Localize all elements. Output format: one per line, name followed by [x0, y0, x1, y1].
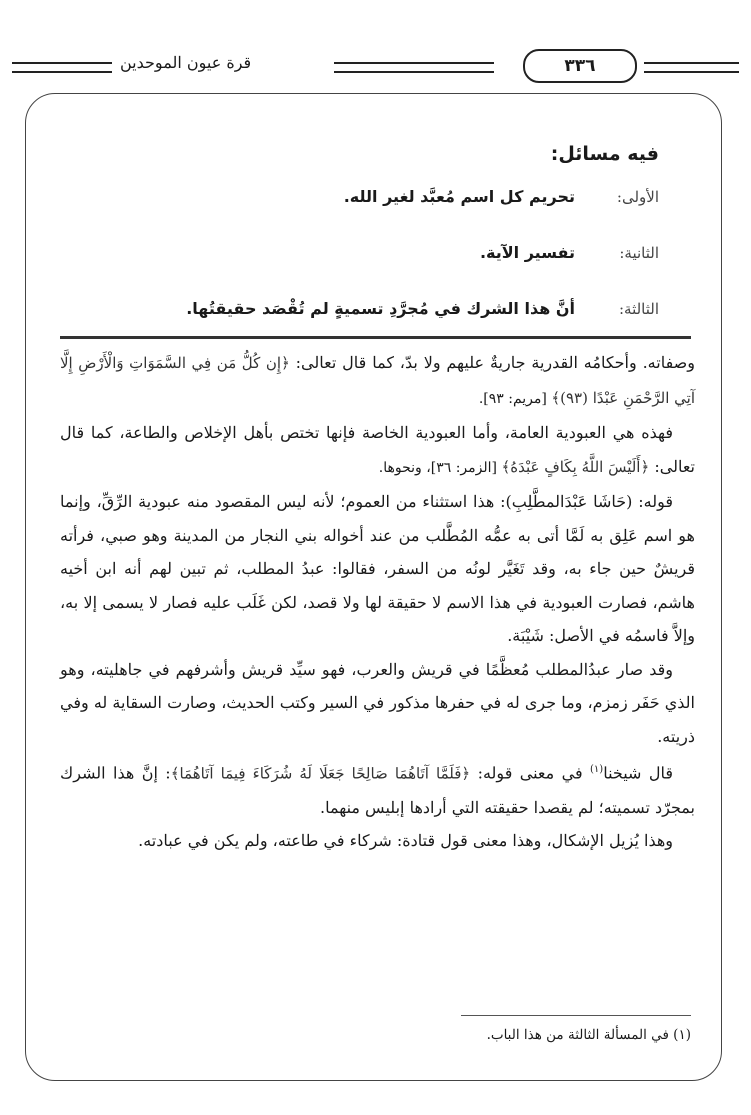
footnote: (١) في المسألة الثالثة من هذا الباب. — [486, 1027, 691, 1043]
body-text — [60, 346, 695, 858]
issue-item — [60, 243, 659, 299]
paragraph-text: فهذه هي العبودية العامة، وأما العبودية الخاصة فإنها تختص بأهل الإخلاص والطاعة، كما قال تعالى: — [60, 423, 695, 476]
issue-text: تفسير الآية. — [479, 243, 575, 262]
running-header — [12, 48, 739, 82]
paragraph-text: قال شيخنا — [603, 763, 674, 783]
paragraph: وهذا يُزيل الإشكال، وهذا معنى قول قتادة: شركاء في طاعته، ولم يكن في عبادته. — [138, 831, 673, 851]
header-rule-right — [644, 62, 739, 73]
page-number: ٣٣٦ — [523, 49, 637, 83]
footnote-rule — [461, 1015, 691, 1016]
paragraph — [60, 416, 695, 485]
paragraph: قوله: (حَاشَا عَبْدَالمطَّلِبِ): هذا استثناء من العموم؛ لأنه ليس المقصود منه عبودية الرِّقِّ، وإنما هو اسم عَلِق به لَمَّا أتى به عمُّه المُطَّلب من عند أخواله بني النجار من المدينة وهو صبي، فرأته قريشٌ حين جاء به، وقد تَغَيَّر لونُه من السفر، فقالوا: عبدُ المطلب، ثم تبين لهم أنه ابن أخيه هاشم، فصارت العبودية في هذا الاسم لا حقيقة لها ولا قصد، لكن غَلَب عليه فصار لا يسمى إلا به، وإلاَّ فاسمُه في الأصل: شَيْبَة. — [60, 492, 695, 645]
paragraph-text: : إنَّ هذا الشرك بمجرّد تسميته؛ لم يقصدا حقيقته التي أرادها إبليس منهما. — [60, 763, 695, 817]
section-separator — [60, 336, 691, 339]
verse-reference: [مريم: ٩٣]. — [478, 390, 552, 407]
issue-item — [60, 187, 659, 243]
quran-verse: ﴿أَلَيْسَ اللَّهُ بِكَافٍ عَبْدَهُ﴾ — [501, 457, 650, 476]
issue-text: أنَّ هذا الشرك في مُجرَّدِ تسميةٍ لم تُقْصَد حقيقتُها. — [186, 299, 575, 318]
paragraph: وقد صار عبدُالمطلب مُعظَّمًا في قريش والعرب، فهو سيِّد قريش وأشرفهم في جاهليته، وهو الذي حَفَر زمزم، وما جرى له في حفرها مذكور في السير وكتب الحديث، وصارت السقاية له وفي ذريته. — [60, 659, 695, 746]
issues-title: فيه مسائل: — [550, 143, 659, 165]
quran-verse: ﴿فَلَمَّا آتَاهُمَا صَالِحًا جَعَلَا لَهُ شُرَكَاءَ فِيمَا آتَاهُمَا﴾ — [170, 764, 471, 783]
issue-label: الثانية: — [619, 244, 659, 262]
paragraph — [60, 753, 695, 824]
issue-label: الأولى: — [616, 188, 659, 206]
paragraph-text: وصفاته. وأحكامُه القدرية جاريةٌ عليهم ولا بدّ، كما قال تعالى: — [289, 353, 695, 372]
header-rule-left — [12, 62, 112, 73]
issues-section — [60, 143, 659, 355]
quran-verse: ﴿إِن كُلُّ مَن فِي السَّمَوَاتِ وَالْأَرْضِ إِلَّا آتِي الرَّحْمَنِ عَبْدًا (٩٣)﴾ — [60, 354, 695, 407]
verse-reference: [الزمر: ٣٦]، ونحوها. — [378, 459, 502, 476]
paragraph-text: في معنى قوله: — [470, 763, 590, 783]
header-rule-middle — [334, 62, 494, 73]
issue-text: تحريم كل اسم مُعبَّد لغير الله. — [343, 187, 575, 206]
paragraph — [60, 346, 695, 416]
issue-label: الثالثة: — [618, 300, 659, 318]
footnote-marker[interactable]: (١) — [590, 764, 604, 775]
running-title: قرة عيون الموحدين — [120, 53, 252, 72]
